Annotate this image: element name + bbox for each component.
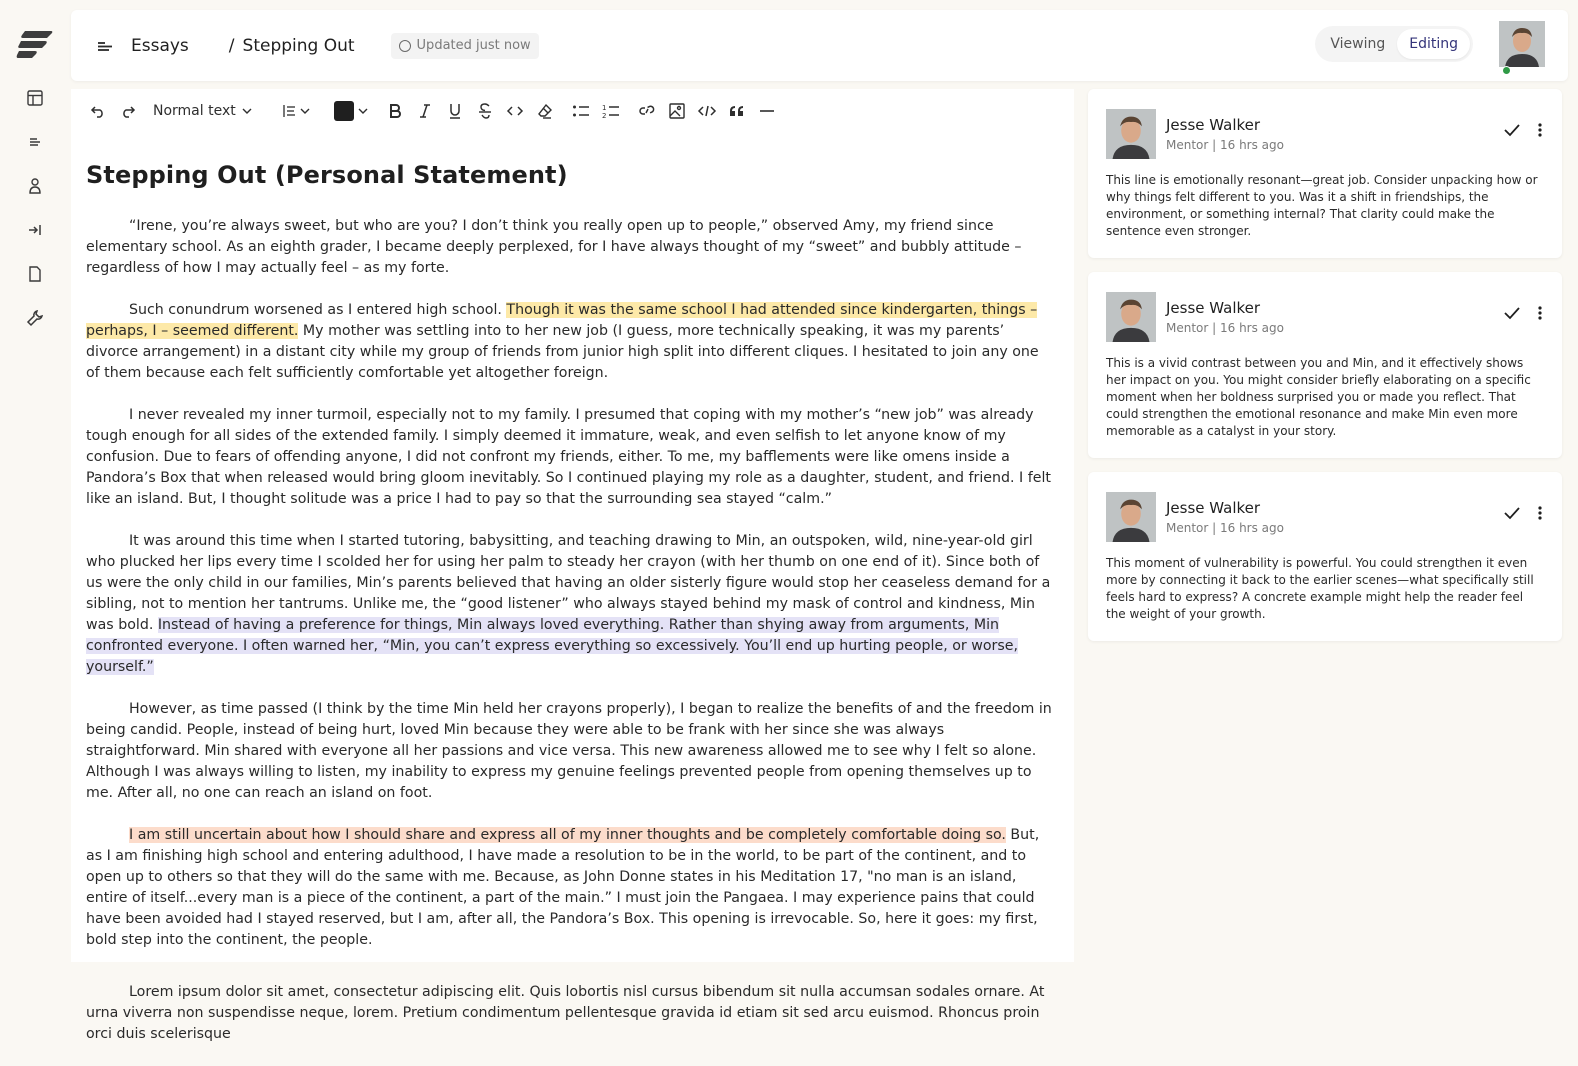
comment-meta: Mentor | 16 hrs ago	[1166, 521, 1284, 535]
status-circle-icon	[399, 40, 411, 52]
wrench-icon[interactable]	[23, 306, 47, 330]
image-icon[interactable]	[662, 99, 692, 123]
numbered-list-icon[interactable]	[596, 99, 626, 123]
text-style-dropdown[interactable]	[153, 103, 252, 119]
status-text: Updated just now	[416, 38, 531, 53]
document-icon[interactable]	[23, 262, 47, 286]
inline-code-icon[interactable]	[500, 99, 530, 123]
code-block-icon[interactable]	[692, 99, 722, 123]
layout-icon[interactable]	[23, 86, 47, 110]
line-height-icon[interactable]	[276, 99, 316, 123]
resolve-check-icon[interactable]	[1504, 507, 1520, 519]
collapse-icon[interactable]	[23, 218, 47, 242]
menu-icon[interactable]	[95, 36, 115, 56]
top-header	[71, 10, 1568, 81]
clear-format-icon[interactable]	[530, 99, 560, 123]
italic-icon[interactable]	[410, 99, 440, 123]
paragraph-text: Such conundrum worsened as I entered high school.	[129, 302, 507, 318]
chevron-down-icon	[242, 108, 252, 114]
commenter-avatar	[1106, 492, 1156, 542]
comment-card[interactable]	[1088, 472, 1562, 641]
commenter-name: Jesse Walker	[1166, 499, 1261, 517]
comment-text: This is a vivid contrast between you and Min, and it effectively shows her impact on you. You might consider briefly elaborating on a specific moment when her boldness surprised you or made you reflect. That could strengthen the emotional resonance and make Min even more memorable as a catalyst in your story.	[1106, 356, 1531, 438]
document-body[interactable]	[86, 216, 1056, 1066]
svg-text:1: 1	[601, 104, 607, 112]
underline-icon[interactable]	[440, 99, 470, 123]
bullet-list-icon[interactable]	[566, 99, 596, 123]
paragraph: Lorem ipsum dolor sit amet, consectetur adipiscing elit. Quis lobortis nisl cursus bibendum sit nulla accumsan sodales ornare. At urna viverra non suspendisse neque, lorem. Pretium condimentum pellentesque gravida id etiam sit sed arcu euismod. Rhoncus proin orci duis scelerisque	[86, 984, 1045, 1042]
logo-icon[interactable]	[17, 28, 53, 60]
left-rail	[0, 0, 70, 962]
color-swatch	[334, 101, 354, 121]
document-title[interactable]: Stepping Out (Personal Statement)	[86, 161, 568, 189]
user-avatar[interactable]	[1499, 21, 1545, 67]
viewing-mode-button[interactable]: Viewing	[1330, 36, 1386, 52]
breadcrumb-separator: /	[228, 35, 235, 56]
resolve-check-icon[interactable]	[1504, 307, 1520, 319]
comments-panel	[1088, 89, 1562, 655]
more-options-icon[interactable]	[1538, 306, 1542, 320]
online-indicator	[1502, 66, 1511, 75]
strikethrough-icon[interactable]	[470, 99, 500, 123]
paragraph: “Irene, you’re always sweet, but who are you? I don’t think you really open up to people,” observed Amy, my friend since elementary school. As an eighth grader, I became deeply perplexed, for I have always thought of my “sweet” and bubbly attitude – regardless of how I may actually feel – as my forte.	[86, 218, 1022, 276]
more-options-icon[interactable]	[1538, 506, 1542, 520]
horizontal-rule-icon[interactable]	[752, 99, 782, 123]
paragraph: However, as time passed (I think by the time Min held her crayons properly), I began to realize the benefits of and the freedom in being candid. People, instead of being hurt, loved Min because they were able to be frank with her since she was always straightforward. Min shared with everyone all her passions and vice versa. This new awareness allowed me to see why I felt so alone. Although I was always willing to listen, my inability to express my genuine feelings prevented people from opening themselves up to me. After all, no one can reach an island on foot.	[86, 701, 1052, 801]
text-style-label: Normal text	[153, 103, 236, 119]
editing-mode-button[interactable]: Editing	[1397, 29, 1470, 59]
comment-text: This line is emotionally resonant—great job. Consider unpacking how or why things felt different to you. Was it a shift in friendships, the environment, or something internal? That clarity could make the sentence even stronger.	[1106, 173, 1538, 238]
highlighted-text-comment-1[interactable]: Though it was the same school I had attended since kindergarten, things – perhaps, I – seemed different.	[86, 302, 1038, 339]
text-color-picker[interactable]	[330, 99, 372, 123]
comment-text: This moment of vulnerability is powerful. You could strengthen it even more by connecting it back to the earlier scenes—what specifically still feels hard to express? A concrete example might help the reader feel the weight of your growth.	[1106, 556, 1534, 621]
paragraph	[86, 825, 1056, 951]
breadcrumb-essays[interactable]: Essays	[131, 35, 189, 56]
breadcrumb-current: Stepping Out	[242, 35, 355, 56]
commenter-avatar	[1106, 292, 1156, 342]
more-options-icon[interactable]	[1538, 123, 1542, 137]
link-icon[interactable]	[632, 99, 662, 123]
status-badge	[391, 33, 539, 59]
comment-meta: Mentor | 16 hrs ago	[1166, 138, 1284, 152]
paragraph: I never revealed my inner turmoil, especially not to my family. I presumed that coping with my mother’s “new job” was already tough enough for all sides of the extended family. I simply deemed it immature, weak, and even selfish to let anyone know of my confusion. Due to fears of offending anyone, I did not confront my friends, either. To me, my bafflements were like omens inside a Pandora’s Box that when released would bring gloom inevitably. So I continued playing my role as a daughter, student, and friend. I felt like an island. But, I thought solitude was a price I had to pay so that the surrounding sea stayed “calm.”	[86, 407, 1051, 507]
comment-card[interactable]	[1088, 89, 1562, 258]
redo-icon[interactable]	[113, 99, 143, 123]
undo-icon[interactable]	[83, 99, 113, 123]
editor-panel	[71, 89, 1074, 1042]
list-icon[interactable]	[23, 130, 47, 154]
svg-text:2: 2	[601, 112, 607, 120]
quote-icon[interactable]	[722, 99, 752, 123]
paragraph	[86, 300, 1056, 384]
commenter-name: Jesse Walker	[1166, 299, 1261, 317]
paragraph-text: But, as I am finishing high school and entering adulthood, I have made a resolution to be in the world, to be part of the continent, and to open up to others so that they will do the same with me. Because, as John Donne states in his Meditation 17, "no man is an island, entire of itself...every man is a piece of the continent, a part of the main.” I must join the Pangaea. I may experience pains that could have been avoided had I stayed reserved, but I am, after all, the Pandora’s Box. This opening is irrevocable. So, here it goes: my first, bold step into the continent, the people.	[86, 827, 1040, 948]
highlighted-text-comment-2[interactable]: Instead of having a preference for things, Min always loved everything. Rather than shying away from arguments, Min confronted everyone. I often warned her, “Min, you can’t express everything so excessively. You’ll end up hurting people, or worse, yourself.”	[86, 617, 1018, 675]
paragraph	[86, 531, 1056, 678]
comment-meta: Mentor | 16 hrs ago	[1166, 321, 1284, 335]
paragraph-text: It was around this time when I started tutoring, babysitting, and teaching drawing to Min, an outspoken, wild, nine-year-old girl who plucked her lips every time I scolded her for using her palm to steady her crayon (with her thumb on one end of it). Since both of us were the only child in our families, Min’s parents believed that having an older sisterly figure would stop her ceaseless demand for a sibling, not to mention her tantrums. Unlike me, the “good listener” who always stayed behind my mask of control and kindness, Min was bold.	[86, 533, 1051, 633]
comment-card[interactable]	[1088, 272, 1562, 458]
highlighted-text-comment-3[interactable]: I am still uncertain about how I should share and express all of my inner thoughts and be completely comfortable doing so.	[129, 827, 1006, 843]
bold-icon[interactable]	[380, 99, 410, 123]
formatting-toolbar	[83, 99, 782, 123]
paragraph-text: My mother was settling into to her new job (I guess, more technically speaking, it was my parents’ divorce arrangement) in a distant city while my group of friends from junior high split into different cliques. I hesitated to join any one of them because each felt sufficiently comfortable yet altogether foreign.	[86, 323, 1039, 381]
profile-icon[interactable]	[23, 174, 47, 198]
commenter-name: Jesse Walker	[1166, 116, 1261, 134]
commenter-avatar	[1106, 109, 1156, 159]
mode-toggle	[1315, 26, 1473, 62]
resolve-check-icon[interactable]	[1504, 124, 1520, 136]
